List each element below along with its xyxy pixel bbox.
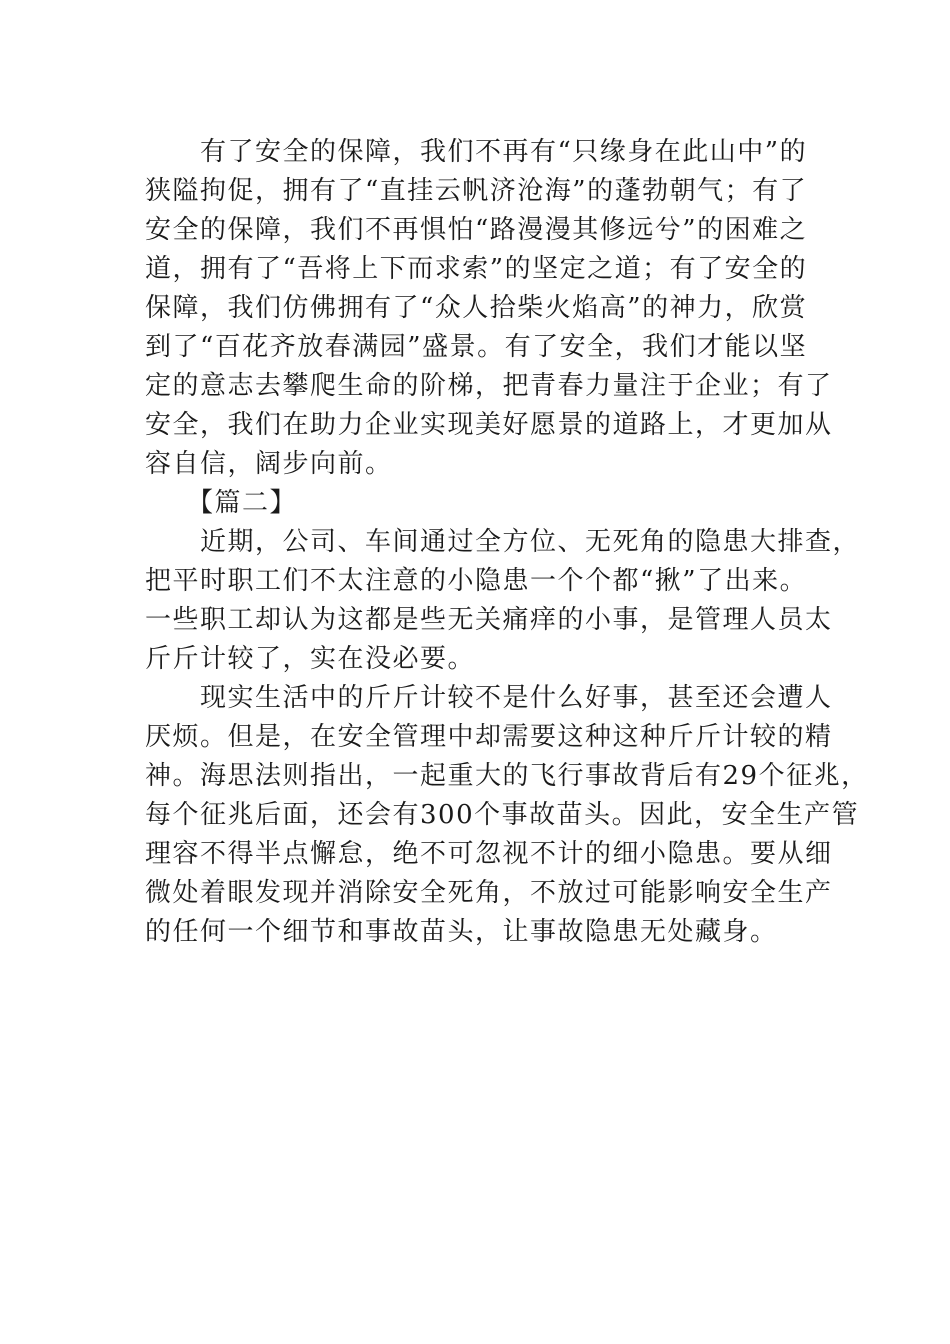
- paragraph-line: 神。海思法则指出，一起重大的飞行事故背后有29个征兆，: [145, 761, 869, 791]
- paragraph-line: 道，拥有了“吾将上下而求索”的坚定之道；有了安全的: [145, 254, 808, 284]
- paragraph-line: 厌烦。但是，在安全管理中却需要这种这种斤斤计较的精: [145, 722, 833, 752]
- paragraph-line: 的任何一个细节和事故苗头，让事故隐患无处藏身。: [145, 917, 778, 947]
- paragraph-line: 到了“百花齐放春满园”盛景。有了安全，我们才能以坚: [145, 332, 808, 362]
- paragraph-line: 一些职工却认为这都是些无关痛痒的小事，是管理人员太: [145, 605, 833, 635]
- paragraph-line: 理容不得半点懈怠，绝不可忽视不计的细小隐患。要从细: [145, 839, 833, 869]
- paragraph-line: 容自信，阔步向前。: [145, 449, 393, 479]
- paragraph-line: 近期，公司、车间通过全方位、无死角的隐患大排查，: [145, 527, 861, 557]
- paragraph-line: 安全，我们在助力企业实现美好愿景的道路上，才更加从: [145, 410, 833, 440]
- paragraph-line: 狭隘拘促，拥有了“直挂云帆济沧海”的蓬勃朝气；有了: [145, 176, 808, 206]
- paragraph-line: 每个征兆后面，还会有300个事故苗头。因此，安全生产管: [145, 800, 860, 830]
- paragraph-3: [145, 679, 869, 952]
- paragraph-line: 微处着眼发现并消除安全死角，不放过可能影响安全生产: [145, 878, 833, 908]
- paragraph-line: 保障，我们仿佛拥有了“众人拾柴火焰高”的神力，欣赏: [145, 293, 808, 323]
- paragraph-line: 有了安全的保障，我们不再有“只缘身在此山中”的: [145, 137, 808, 167]
- section-heading: [145, 484, 815, 523]
- section-heading-text: 【篇二】: [145, 488, 298, 518]
- paragraph-line: 把平时职工们不太注意的小隐患一个个都“揪”了出来。: [145, 566, 808, 596]
- document-body: [145, 133, 869, 952]
- paragraph-line: 斤斤计较了，实在没必要。: [145, 644, 476, 674]
- paragraph-1: [145, 133, 833, 484]
- paragraph-line: 定的意志去攀爬生命的阶梯，把青春力量注于企业；有了: [145, 371, 833, 401]
- paragraph-2: [145, 523, 861, 679]
- paragraph-line: 现实生活中的斤斤计较不是什么好事，甚至还会遭人: [145, 683, 833, 713]
- paragraph-line: 安全的保障，我们不再惧怕“路漫漫其修远兮”的困难之: [145, 215, 808, 245]
